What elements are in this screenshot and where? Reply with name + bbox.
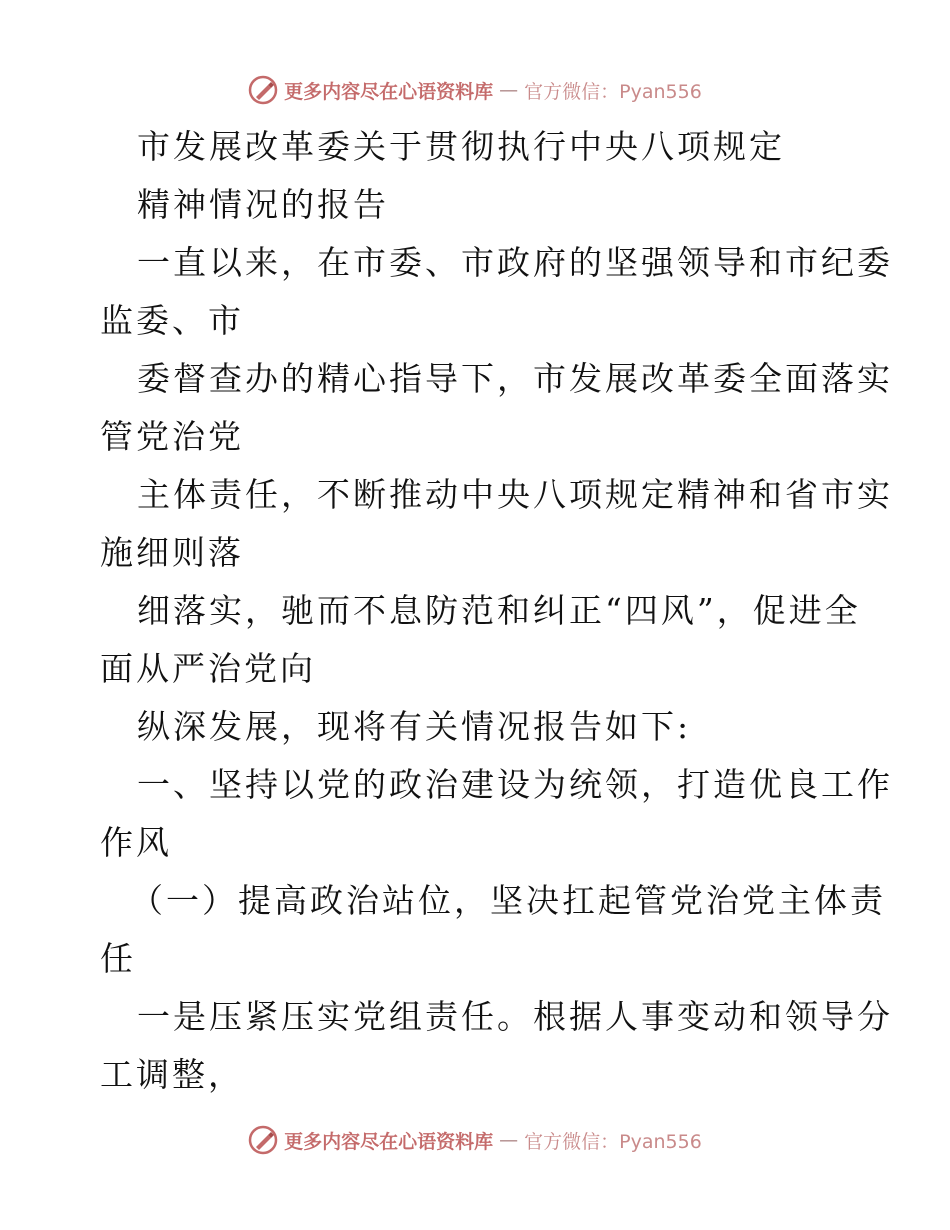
watermark-main-text: 更多内容尽在心语资料库 [284,80,494,103]
paragraph-line: 一是压紧压实党组责任。根据人事变动和领导分 [137,997,893,1036]
paragraph-line: 施细则落 [100,533,244,572]
paragraph-line: 细落实，驰而不息防范和纠正“四风”，促进全 [137,591,861,630]
subsection-heading-line: （一）提高政治站位，坚决扛起管党治党主体责 [130,881,886,920]
paragraph-line: 面从严治党向 [100,649,316,688]
paragraph-line: 委督查办的精心指导下，市发展改革委全面落实 [137,359,893,398]
section-heading-line: 一、坚持以党的政治建设为统领，打造优良工作 [137,765,893,804]
doc-title-line-1: 市发展改革委关于贯彻执行中央八项规定 [137,127,785,166]
section-heading-line: 作风 [100,823,172,862]
paragraph-line: 工调整， [100,1055,244,1094]
subsection-heading-line: 任 [100,939,136,978]
watermark-separator: — [499,79,519,101]
document-body [100,118,893,1104]
paragraph-line: 纵深发展，现将有关情况报告如下: [137,707,692,746]
paragraph-line: 管党治党 [100,417,244,456]
watermark-wechat-text: 官方微信：Pyan556 [524,1130,702,1153]
pen-logo-icon [248,75,278,105]
paragraph-line: 一直以来，在市委、市政府的坚强领导和市纪委 [137,243,893,282]
watermark-main-text: 更多内容尽在心语资料库 [284,1130,494,1153]
doc-title-line-2: 精神情况的报告 [137,185,389,224]
watermark-wechat-text: 官方微信：Pyan556 [524,80,702,103]
pen-logo-icon [248,1125,278,1155]
paragraph-line: 监委、市 [100,301,244,340]
paragraph-line: 主体责任，不断推动中央八项规定精神和省市实 [137,475,893,514]
watermark-separator: — [499,1129,519,1151]
watermark-footer [0,1120,950,1160]
watermark-header [0,70,950,110]
